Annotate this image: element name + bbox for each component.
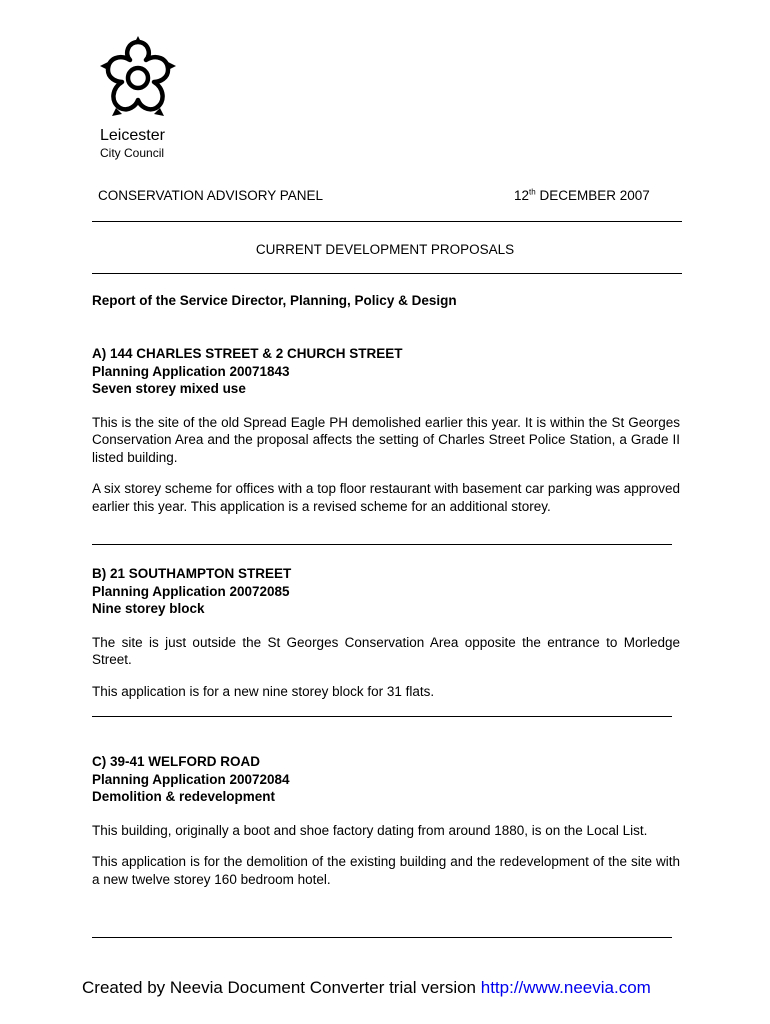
- planning-application-number: Planning Application 20071843: [92, 363, 290, 379]
- proposal-address: C) 39-41 WELFORD ROAD: [92, 754, 261, 769]
- proposal-paragraph: This application is for a new nine storey block for 31 flats.: [92, 683, 435, 699]
- separator-line: [92, 544, 672, 545]
- footer-text: Created by Neevia Document Converter trial version: [82, 978, 481, 997]
- proposal-paragraph: This application is for the demolition of the existing building and the redevelopment of the site with a new twelve storey 160 bedroom hotel.: [92, 854, 680, 887]
- proposal-item-a: [92, 345, 680, 515]
- date-month-year: DECEMBER 2007: [535, 188, 650, 203]
- proposal-item-c: [92, 753, 680, 888]
- proposal-summary: Demolition & redevelopment: [92, 789, 276, 804]
- city-council-rose-logo: [88, 36, 188, 126]
- planning-application-number: Planning Application 20072084: [92, 771, 290, 787]
- org-name-line1: Leicester: [100, 127, 165, 144]
- proposal-paragraph: A six storey scheme for offices with a top floor restaurant with basement car parking was approved earlier this year. This application is a revised scheme for an additional storey.: [92, 481, 680, 514]
- converter-footer: [82, 978, 651, 998]
- date-day: 12: [514, 188, 530, 203]
- divider: [92, 221, 682, 222]
- proposal-paragraph: This is the site of the old Spread Eagle PH demolished earlier this year. It is within the St Georges Conservation Area and the proposal affects the setting of Charles Street Police Station, a Grade II listed building.: [92, 414, 680, 465]
- planning-application-number: Planning Application 20072085: [92, 583, 290, 599]
- footer-link[interactable]: http://www.neevia.com: [480, 978, 651, 997]
- separator-line: [92, 716, 672, 717]
- proposal-item-b: [92, 565, 680, 700]
- section-heading: CURRENT DEVELOPMENT PROPOSALS: [255, 242, 515, 257]
- separator-line: [92, 937, 672, 938]
- date-suffix: th: [529, 187, 536, 197]
- report-author-line: Report of the Service Director, Planning, Policy & Design: [92, 293, 457, 308]
- divider: [92, 273, 682, 274]
- meeting-date: [514, 188, 650, 203]
- proposal-summary: Nine storey block: [92, 601, 205, 616]
- panel-title: CONSERVATION ADVISORY PANEL: [98, 188, 324, 203]
- proposal-summary: Seven storey mixed use: [92, 381, 246, 396]
- proposal-paragraph: This building, originally a boot and shoe factory dating from around 1880, is on the Local List.: [92, 822, 648, 838]
- org-name-line2: City Council: [100, 146, 165, 160]
- proposal-address: A) 144 CHARLES STREET & 2 CHURCH STREET: [92, 346, 403, 361]
- proposal-address: B) 21 SOUTHAMPTON STREET: [92, 566, 292, 581]
- proposal-paragraph: The site is just outside the St Georges Conservation Area opposite the entrance to Morledge Street.: [92, 634, 680, 667]
